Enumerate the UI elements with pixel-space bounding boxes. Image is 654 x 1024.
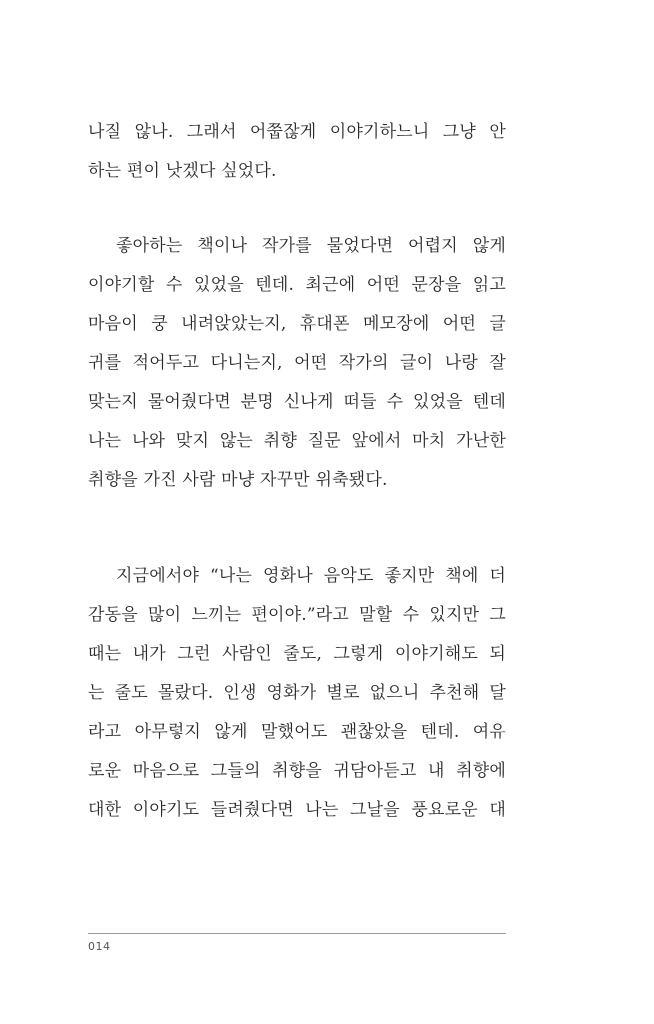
paragraph-1 <box>88 118 506 185</box>
text-line: 마음이 쿵 내려앉았는지, 휴대폰 메모장에 어떤 글 <box>88 314 506 334</box>
text-line: 나는 나와 맞지 않는 취향 질문 앞에서 마치 가난한 <box>88 431 506 451</box>
footer-divider <box>88 933 506 934</box>
text-line: 때는 내가 그런 사람인 줄도, 그렇게 이야기해도 되 <box>88 644 506 664</box>
text-line: 취향을 가진 사람 마냥 자꾸만 위축됐다. <box>88 470 388 490</box>
text-line: 는 줄도 몰랐다. 인생 영화가 별로 없으니 추천해 달 <box>88 683 506 703</box>
text-line: 라고 아무렇지 않게 말했어도 괜찮았을 텐데. 여유 <box>88 722 506 742</box>
text-line: 로운 마음으로 그들의 취향을 귀담아듣고 내 취향에 <box>88 761 506 781</box>
page-number: 014 <box>88 940 111 953</box>
text-line: 귀를 적어두고 다니는지, 어떤 작가의 글이 나랑 잘 <box>88 353 506 373</box>
text-line: 나질 않나. 그래서 어쭙잖게 이야기하느니 그냥 안 <box>88 122 506 142</box>
text-line: 맞는지 물어줬다면 분명 신나게 떠들 수 있었을 텐데 <box>88 392 506 412</box>
text-line: 대한 이야기도 들려줬다면 나는 그날을 풍요로운 대 <box>88 800 506 820</box>
text-line: 좋아하는 책이나 작가를 물었다면 어렵지 않게 <box>116 236 506 256</box>
paragraph-3 <box>88 562 506 824</box>
text-line: 감동을 많이 느끼는 편이야.”라고 말할 수 있지만 그 <box>88 605 506 625</box>
text-line: 하는 편이 낫겠다 싶었다. <box>88 161 277 181</box>
paragraph-2 <box>88 232 506 494</box>
text-line: 이야기할 수 있었을 텐데. 최근에 어떤 문장을 읽고 <box>88 275 506 295</box>
text-line: 지금에서야 “나는 영화나 음악도 좋지만 책에 더 <box>116 566 506 586</box>
